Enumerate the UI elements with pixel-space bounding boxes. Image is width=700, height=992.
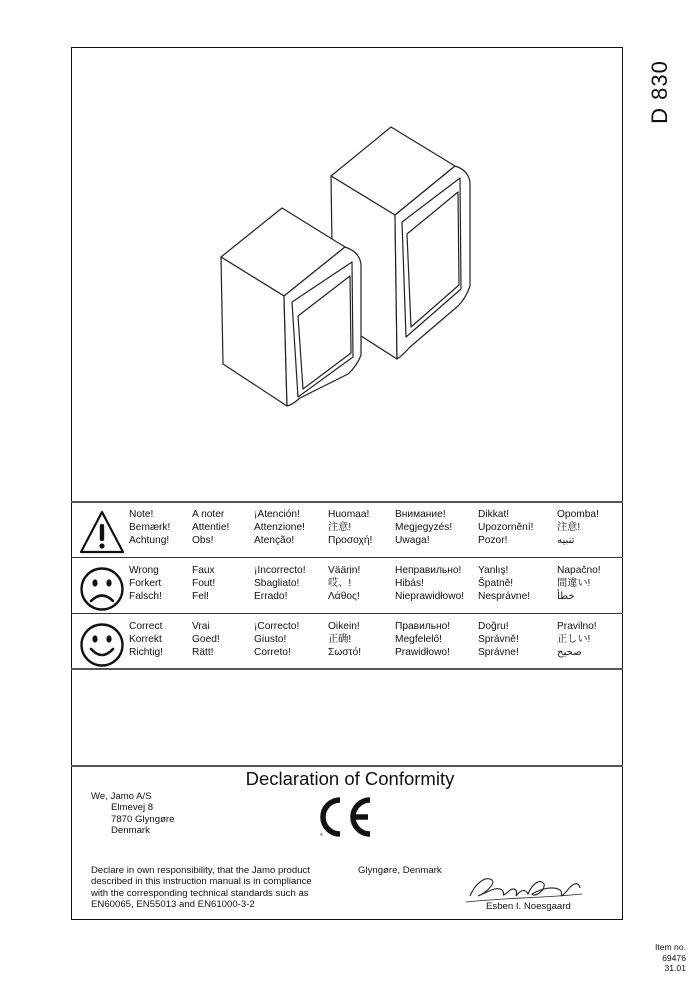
note-text: Attenzione! [254, 522, 305, 533]
wrong-text: Yanlış! [478, 565, 509, 576]
smiley-face-icon [79, 622, 125, 668]
address-city: 7870 Glyngøre [111, 813, 175, 825]
correct-text: ¡Correcto! [254, 621, 300, 632]
sad-face-icon [79, 566, 125, 612]
note-text: Upozornění! [478, 522, 534, 533]
statement-line: with the corresponding technical standards such as [91, 887, 309, 899]
note-text: Attentie! [192, 522, 230, 533]
wrong-text: Hibás! [395, 578, 424, 589]
note-col-5 [395, 508, 452, 547]
correct-text: Vrai [192, 621, 210, 632]
wrong-row [75, 564, 620, 616]
note-col-2 [192, 508, 229, 547]
correct-text: 正しい! [557, 634, 591, 645]
declarant-address [91, 791, 174, 836]
note-text: Opomba! [557, 509, 599, 520]
wrong-col-4 [328, 564, 360, 603]
declaration-title: Declaration of Conformity [245, 768, 455, 789]
correct-text: Giusto! [254, 634, 287, 645]
correct-row [75, 620, 620, 672]
wrong-text: Fout! [192, 578, 216, 589]
note-row [75, 508, 620, 560]
wrong-text: Fel! [192, 591, 209, 602]
wrong-text: Nieprawidłowo! [395, 591, 465, 602]
we-label: We, [91, 791, 108, 802]
date-code: 31.01 [664, 963, 686, 973]
note-text: Obs! [192, 535, 214, 546]
correct-col-2 [192, 620, 220, 659]
wrong-text: Неправильно! [395, 565, 462, 576]
note-text: 注意! [557, 522, 581, 533]
correct-text: Richtig! [129, 647, 163, 658]
company-name: Jamo A/S [110, 791, 152, 802]
correct-text: Goed! [192, 634, 220, 645]
item-number-block [655, 942, 686, 974]
wrong-text: Špatně! [478, 578, 514, 589]
correct-text: Megfelelő! [395, 634, 443, 645]
wrong-text: Errado! [254, 591, 288, 602]
correct-col-6 [478, 620, 519, 659]
address-street: Elmevej 8 [111, 802, 154, 814]
note-text: Внимание! [395, 509, 446, 520]
wrong-col-5 [395, 564, 464, 603]
wrong-text: Faux [192, 565, 215, 576]
wrong-col-7 [557, 564, 601, 603]
wrong-text: Falsch! [129, 591, 162, 602]
note-text: Achtung! [129, 535, 170, 546]
statement-line: described in this instruction manual is in compliance [91, 876, 312, 888]
correct-text: 正确! [328, 634, 352, 645]
note-text: 注意! [328, 522, 352, 533]
model-number-text: D 830 [647, 60, 672, 124]
correct-text: Σωστό! [328, 647, 362, 658]
note-col-4 [328, 508, 372, 547]
warning-triangle-icon [79, 510, 125, 556]
address-country: Denmark [111, 824, 150, 836]
place-of-signing: Glyngøre, Denmark [358, 865, 442, 876]
wrong-text: 間違い! [557, 578, 591, 589]
wrong-text: خطأ [557, 591, 575, 602]
item-no-label: Item no. [654, 942, 686, 952]
note-text: Megjegyzés! [395, 522, 453, 533]
wrong-text: ¡Incorrecto! [254, 565, 306, 576]
correct-col-3 [254, 620, 299, 659]
wrong-text: Forkert [129, 578, 162, 589]
note-text: Pozor! [478, 535, 508, 546]
correct-text: صحيح [557, 647, 582, 658]
correct-text: Rätt! [192, 647, 214, 658]
wrong-text: Napačno! [557, 565, 601, 576]
declaration-statement [91, 865, 312, 910]
wrong-text: Väärin! [328, 565, 361, 576]
wrong-text: 哎、! [328, 578, 352, 589]
signer-name: Esben I. Noesgaard [486, 901, 571, 912]
note-col-3 [254, 508, 305, 547]
note-text: Uwaga! [395, 535, 430, 546]
note-text: تنبيه [557, 535, 575, 546]
wrong-col-2 [192, 564, 215, 603]
note-text: Bemærk! [129, 522, 171, 533]
wrong-text: Wrong [129, 565, 159, 576]
wrong-col-1 [129, 564, 162, 603]
declaration-top-rule [71, 765, 623, 767]
wrong-col-3 [254, 564, 306, 603]
ce-mark-logo [316, 795, 376, 839]
table-top-rule [71, 501, 623, 503]
note-text: Atenção! [254, 535, 295, 546]
note-text: ¡Atención! [254, 509, 300, 520]
speaker-pair-illustration [200, 120, 490, 420]
correct-text: Prawidłowo! [395, 647, 450, 658]
wrong-text: Λάθος! [328, 591, 360, 602]
wrong-text: Sbagliato! [254, 578, 300, 589]
correct-text: Correct [129, 621, 163, 632]
note-text: Note! [129, 509, 154, 520]
correct-text: Doğru! [478, 621, 509, 632]
note-col-6 [478, 508, 534, 547]
svg-text:®: ® [320, 832, 323, 837]
correct-text: Správne! [478, 647, 519, 658]
statement-line: Declare in own responsibility, that the Jamo product [91, 865, 310, 876]
correct-col-5 [395, 620, 450, 659]
model-number [630, 62, 690, 122]
note-text: A noter [192, 509, 225, 520]
note-text: Huomaa! [328, 509, 370, 520]
item-no-value: 69476 [662, 952, 686, 963]
correct-text: Správně! [478, 634, 519, 645]
statement-line: EN60065, EN55013 and EN61000-3-2 [91, 898, 255, 910]
note-text: Dikkat! [478, 509, 510, 520]
correct-col-1 [129, 620, 163, 659]
note-col-7 [557, 508, 599, 547]
correct-text: Korrekt [129, 634, 162, 645]
correct-col-7 [557, 620, 597, 659]
wrong-col-6 [478, 564, 530, 603]
correct-col-4 [328, 620, 361, 659]
correct-text: Oikein! [328, 621, 360, 632]
note-text: Προσοχή! [328, 535, 373, 546]
wrong-text: Nesprávne! [478, 591, 531, 602]
correct-text: Правильно! [395, 621, 451, 632]
correct-text: Pravilno! [557, 621, 597, 632]
correct-text: Correto! [254, 647, 291, 658]
note-col-1 [129, 508, 170, 547]
